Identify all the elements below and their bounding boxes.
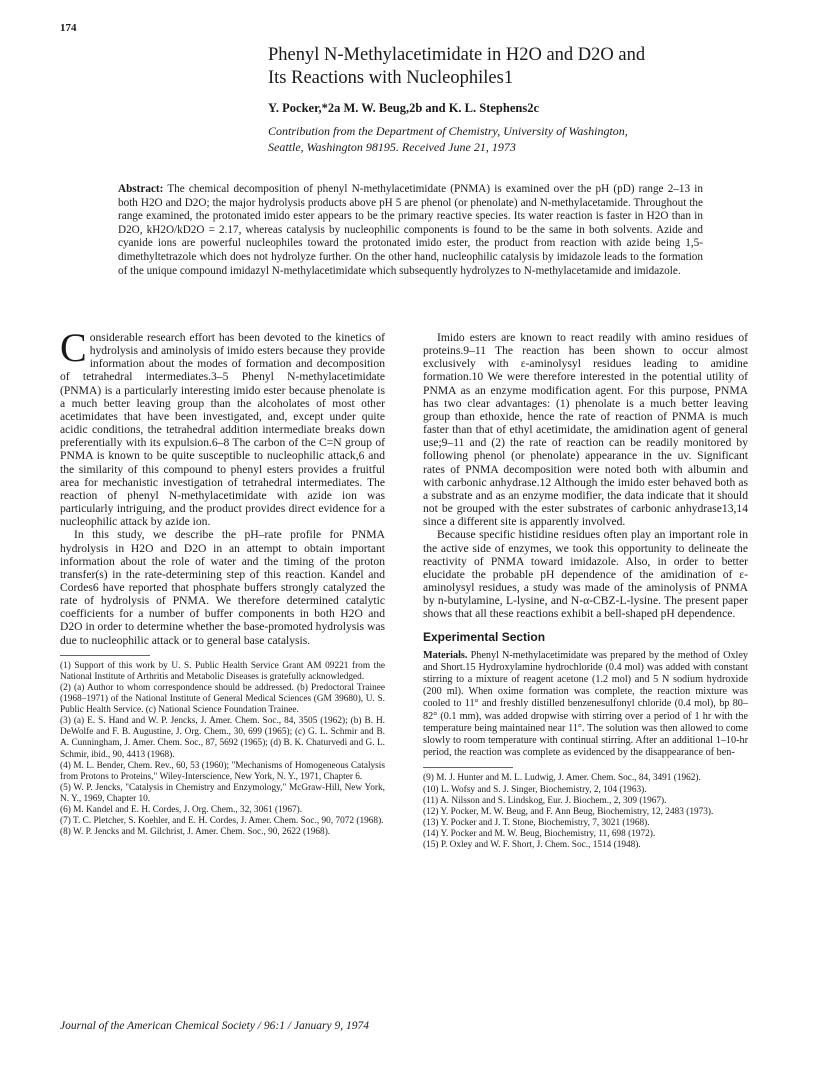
section-heading: Experimental Section bbox=[423, 630, 546, 645]
footnote: (4) M. L. Bender, Chem. Rev., 60, 53 (1960); "Mechanisms of Homogeneous Catalysis from Protons to Proteins," Wiley-Interscience, New York, N. Y., 1971, Chapter 6. bbox=[60, 760, 385, 782]
footnote: (2) (a) Author to whom correspondence should be addressed. (b) Predoctoral Trainee (1968–1971) of the National Institute of General Medical Sciences (GM 39680), U. S. Public Health Service. (c) National Science Foundation Trainee. bbox=[60, 682, 385, 716]
title-line-2: Its Reactions with Nucleophiles1 bbox=[268, 68, 514, 88]
footnotes-right bbox=[423, 773, 748, 851]
authors: Y. Pocker,*2a M. W. Beug,2b and K. L. Stephens2c bbox=[268, 101, 539, 115]
footnote: (7) T. C. Pletcher, S. Koehler, and E. H. Cordes, J. Amer. Chem. Soc., 90, 7072 (1968). bbox=[60, 816, 384, 827]
materials-label: Materials. bbox=[423, 649, 468, 661]
footnote: (5) W. P. Jencks, "Catalysis in Chemistry and Enzymology," McGraw-Hill, New York, N. Y., 1969, Chapter 10. bbox=[60, 782, 385, 804]
intro-paragraph-1 bbox=[60, 325, 385, 529]
footnote: (13) Y. Pocker and J. T. Stone, Biochemistry, 7, 3021 (1968). bbox=[423, 817, 650, 828]
footnote: (3) (a) E. S. Hand and W. P. Jencks, J. Amer. Chem. Soc., 84, 3505 (1962); (b) B. H. DeWolfe and F. B. Augustine, J. Org. Chem., 30, 699 (1965); (c) G. L. Schmir and B. A. Cunningham, J. Amer. Chem. Soc., 87, 5692 (1965); (d) B. K. Chaturvedi and G. L. Schmir, ibid., 90, 4413 (1968). bbox=[60, 716, 385, 760]
intro-paragraph-4: Because specific histidine residues often play an important role in the active side of enzymes, we took this opportunity to delineate the reactivity of PNMA toward imidazole. Also, in order to better elucidate the probable pH dependence of the amidination of ε-aminolysyl residues, a study was made of the aminolysis of PNMA by n-butylamine, L-lysine, and N-α-CBZ-L-lysine. The present paper shows that all these reactions exhibit a bell-shaped pH dependence. bbox=[423, 528, 748, 621]
title-line-1: Phenyl N-Methylacetimidate in H2O and D2O and bbox=[268, 45, 646, 65]
intro-paragraph-3: Imido esters are known to react readily with amino residues of proteins.9–11 The reaction has been shown to occur almost exclusively with ε-aminolysyl residues leading to amidine formation.10 We were therefore interested in the potential utility of PNMA as an enzyme modification agent. For this purpose, PNMA has two clear advantages: (1) phenolate is a much better leaving group than ethoxide, hence the rate of reaction of PNMA is much faster than that of ethyl acetimidate, the amidination agent of general use;9–11 and (2) the rate of reaction can be readily monitored by following phenol (or phenolate) appearance in the uv. Significant rates of PNMA decomposition were noted both with albumin and with carbonic anhydrase.12 Although the imido ester behaved both as a substrate and as an enzyme modifier, the data indicate that it should not be grouped with the ester substrates of carbonic anhydrase13,14 since a different site is apparently involved. bbox=[423, 331, 748, 529]
journal-footer: Journal of the American Chemical Society / 96:1 / January 9, 1974 bbox=[60, 1020, 369, 1032]
footnote: (1) Support of this work by U. S. Public Health Service Grant AM 09221 from the National Institute of Arthritis and Metabolic Diseases is gratefully acknowledged. bbox=[60, 660, 385, 682]
abstract-label: Abstract: bbox=[118, 183, 164, 195]
page-number: 174 bbox=[60, 22, 77, 34]
materials-text: Phenyl N-methylacetimidate was prepared by the method of Oxley and Short.15 Hydroxylamine hydrochloride (0.4 mol) was added with constant stirring to a mixture of reagent acetone (1.2 mol) and 5 N sodium hydroxide (200 ml). When oxime formation was complete, the reaction mixture was cooled to 11° and freshly distilled benzenesulfonyl chloride (0.4 mol), bp 80–82° (0.1 mm), was added dropwise with stirring over a period of 1 hr with the temperature being maintained near 11°. The solution was then allowed to come slowly to room temperature with continual stirring. After an additional 1–10-hr period, the reaction was complete as evidenced by the disappearance of ben- bbox=[423, 649, 748, 759]
materials-paragraph bbox=[423, 650, 748, 760]
affiliation bbox=[268, 124, 748, 155]
affiliation-line-2: Seattle, Washington 98195. Received June 21, 1973 bbox=[268, 139, 516, 154]
footnote: (12) Y. Pocker, M. W. Beug, and F. Ann Beug, Biochemistry, 12, 2483 (1973). bbox=[423, 806, 714, 817]
article-title bbox=[268, 44, 748, 90]
affiliation-line-1: Contribution from the Department of Chemistry, University of Washington, bbox=[268, 124, 628, 138]
intro-paragraph-1-text: onsiderable research effort has been devoted to the kinetics of hydrolysis and aminolysis of imido esters because they provide information about the modes of formation and decomposition of tetrahedral intermediates.3–5 Phenyl N-methylacetimidate (PNMA) is a particularly interesting imido ester because phenolate is a much better leaving group than the alcoholates of most other acetimidates that have been investigated, and, except under quite acidic conditions, the tetrahedral addition intermediate breaks down preferentially with its expulsion.6–8 The carbon of the C=N group of PNMA is known to be quite susceptible to nucleophilic attack,6 and the similarity of this compound to phenyl esters provides a fruitful area for mechanistic investigation of tetrahedral intermediates. The reaction of phenyl N-methylacetimidate with azide ion was particularly intriguing, and the product provides direct evidence for a nucleophilic attack by azide ion. bbox=[60, 331, 385, 529]
intro-paragraph-2: In this study, we describe the pH–rate profile for PNMA hydrolysis in H2O and D2O in an attempt to obtain important information about the role of water and the timing of the proton transfer(s) in the rate-determining step of this reaction. Kandel and Cordes6 have reported that phosphate buffers strongly catalyzed the rate of hydrolysis of PNMA. We therefore determined catalytic coefficients for a number of buffer components in both H2O and D2O in order to determine whether the base-promoted hydrolysis was due to nucleophilic attack or to general base catalysis. bbox=[60, 528, 385, 647]
left-column bbox=[60, 325, 385, 838]
abstract-text: The chemical decomposition of phenyl N-methylacetimidate (PNMA) is examined over the pH (pD) range 2–13 in both H2O and D2O; the major hydrolysis products above pH 5 are phenol (or phenolate) and N-methylacetamide. Throughout the range examined, the protonated imido ester appears to be the primary reactive species. Its water reaction is faster in H2O than in D2O, kH2O/kD2O = 2.17, whereas catalysis by nucleophilic components is found to be the same in both solvents. Azide and cyanide ions are powerful nucleophiles toward the protonated imido ester, the product from reaction with azide being 1,5-dimethyltetrazole which does not hydrolyze further. On the other hand, nucleophilic catalysis by imidazole leads to the formation of the unique compound imidazyl N-methylacetimidate which subsequently hydrolyzes to N-methylacetamide and imidazole. bbox=[118, 183, 703, 277]
footnote: (15) P. Oxley and W. F. Short, J. Chem. Soc., 1514 (1948). bbox=[423, 839, 641, 850]
footnote-divider bbox=[60, 655, 150, 656]
footnote: (11) A. Nilsson and S. Lindskog, Eur. J. Biochem., 2, 309 (1967). bbox=[423, 795, 667, 806]
footnote: (6) M. Kandel and E. H. Cordes, J. Org. Chem., 32, 3061 (1967). bbox=[60, 804, 303, 815]
right-column bbox=[423, 331, 748, 851]
footnote: (14) Y. Pocker and M. W. Beug, Biochemistry, 11, 698 (1972). bbox=[423, 828, 656, 839]
footnote: (10) L. Wofsy and S. J. Singer, Biochemistry, 2, 104 (1963). bbox=[423, 784, 647, 795]
footnote-divider bbox=[423, 767, 513, 768]
footnote: (8) W. P. Jencks and M. Gilchrist, J. Amer. Chem. Soc., 90, 2622 (1968). bbox=[60, 827, 331, 838]
footnotes-left bbox=[60, 661, 385, 839]
abstract bbox=[118, 183, 703, 278]
footnote: (9) M. J. Hunter and M. L. Ludwig, J. Amer. Chem. Soc., 84, 3491 (1962). bbox=[423, 773, 701, 784]
drop-cap: C bbox=[60, 325, 87, 370]
